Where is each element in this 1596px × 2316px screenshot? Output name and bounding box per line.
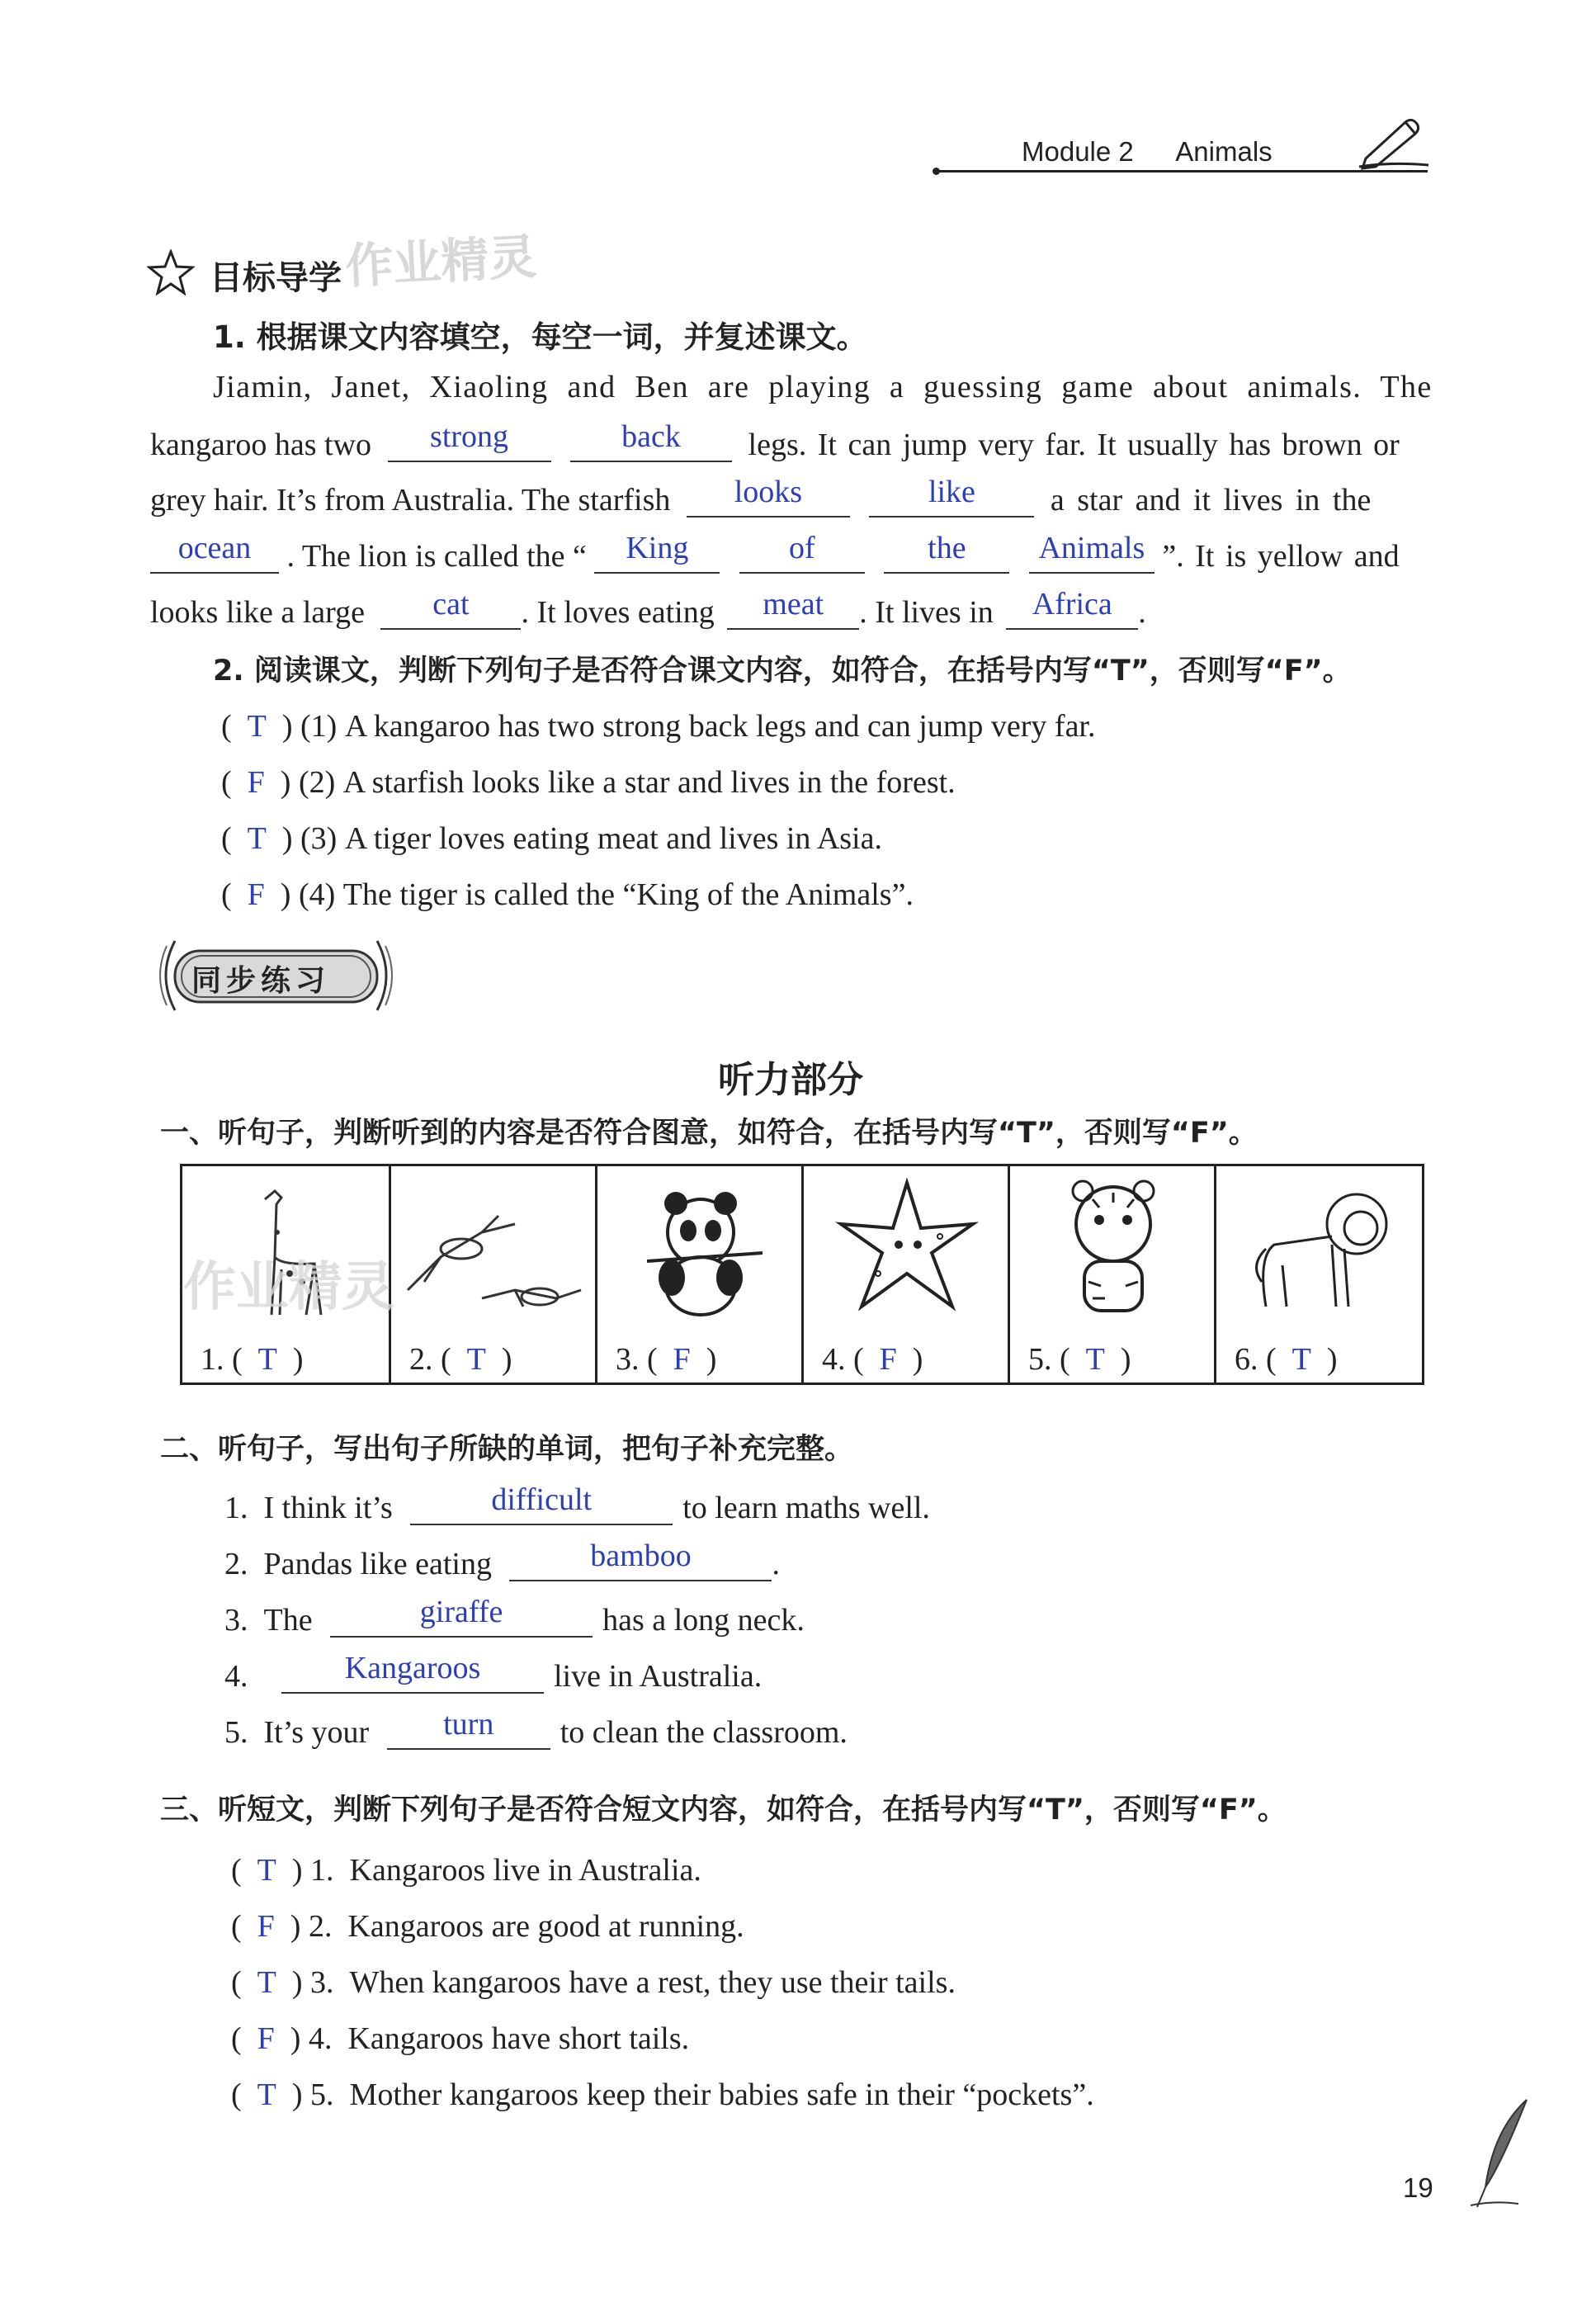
header-rule [937,170,1428,173]
fill-item: 1. I think it’s difficult to learn maths well. [224,1482,930,1525]
judge-item: ( T ) 3. When kangaroos have a rest, they use their tails. [231,1965,956,2000]
blank-ocean[interactable]: ocean [150,541,279,574]
picture-cell [1214,1166,1424,1383]
answer-mark[interactable]: T [257,2077,276,2112]
answer-mark[interactable]: F [247,765,265,800]
pencil-icon [1358,116,1432,170]
cell-label: 5. ( T ) [1028,1342,1131,1377]
answer-mark[interactable]: T [257,1853,276,1888]
judge-item: ( F ) 4. Kangaroos have short tails. [231,2021,690,2056]
blank-africa[interactable]: Africa [1006,597,1138,630]
blank-like[interactable]: like [869,484,1034,518]
fill-item: 3. The giraffe has a long neck. [224,1595,805,1638]
answer-mark[interactable]: F [879,1342,897,1377]
fill-item: 5. It’s your turn to clean the classroom. [224,1707,848,1750]
q2-item: ( T ) (3) A tiger loves eating meat and lives in Asia. [221,821,882,856]
running-header [1022,136,1273,168]
cell-label: 3. ( F ) [616,1342,717,1377]
answer-mark[interactable]: T [257,1342,277,1377]
answer-mark[interactable]: F [257,2021,275,2056]
answer-mark[interactable]: T [257,1965,276,2000]
blank-looks[interactable]: looks [687,484,850,518]
q1-line5: looks like a large cat . It loves eating meat . It lives in Africa . [150,587,1146,630]
module-title: Animals [1175,136,1273,167]
fill-item: 4. Kangaroos live in Australia. [224,1651,763,1694]
q2-item: ( F ) (4) The tiger is called the “King of the Animals”. [221,877,914,912]
section-heading: 目标导学 [210,259,342,297]
picture-cell [1008,1166,1216,1383]
q1-line4: ocean . The lion is called the “ King of the Animals ”. It is yellow and [150,541,1400,574]
judge-item: ( F ) 2. Kangaroos are good at running. [231,1909,744,1944]
frog-icon [391,1166,597,1331]
q1-title: 1. 根据课文内容填空，每空一词，并复述课文。 [213,319,867,355]
q1-line2: kangaroo has two strong back legs. It can jump very far. It usually has brown or [150,419,1400,462]
answer-mark[interactable]: T [1291,1342,1311,1377]
cell-label: 6. ( T ) [1235,1342,1338,1377]
part2-title: 二、听句子，写出句子所缺的单词，把句子补充完整。 [160,1433,854,1466]
q1-line1: Jiamin, Janet, Xiaoling and Ben are playing a guessing game about animals. The [213,370,1433,404]
q1-line3: grey hair. It’s from Australia. The starfish looks like a star and it lives in the [150,475,1372,518]
module-label: Module 2 [1022,136,1134,167]
blank-cat[interactable]: cat [380,597,521,630]
picture-cell [389,1166,597,1383]
answer-mark[interactable]: T [466,1342,486,1377]
panda-icon [597,1166,804,1331]
judge-item: ( T ) 5. Mother kangaroos keep their babies safe in their “pockets”. [231,2077,1094,2112]
part1-title: 一、听句子，判断听到的内容是否符合图意，如符合，在括号内写“T”，否则写“F”。 [160,1117,1258,1150]
blank-meat[interactable]: meat [727,597,859,630]
fill-item: 2. Pandas like eating bamboo . [224,1538,780,1581]
cell-label: 1. ( T ) [201,1342,304,1377]
q2-title: 2. 阅读课文，判断下列句子是否符合课文内容，如符合，在括号内写“T”，否则写“F”。 [213,655,1352,688]
part3-title: 三、听短文，判断下列句子是否符合短文内容，如符合，在括号内写“T”，否则写“F”。 [160,1794,1287,1827]
watermark: 作业精灵 [343,228,538,295]
watermark: 作业精灵 [183,1257,394,1318]
star-icon [147,249,195,295]
banner-label: 同步练习 [191,964,331,998]
blank-answer[interactable]: Kangaroos [281,1661,544,1694]
feather-icon [1469,2096,1535,2212]
blank-king[interactable]: King [594,541,720,574]
answer-mark[interactable]: F [247,877,265,912]
blank-answer[interactable]: giraffe [330,1605,593,1638]
judge-item: ( T ) 1. Kangaroos live in Australia. [231,1853,701,1888]
answer-mark[interactable]: T [247,709,267,744]
tiger-icon [1010,1166,1216,1331]
header-rule-dot [933,168,940,175]
listening-title: 听力部分 [718,1059,863,1101]
cell-label: 2. ( T ) [409,1342,512,1377]
answer-mark[interactable]: F [673,1342,691,1377]
answer-mark[interactable]: T [247,821,267,856]
picture-cell [801,1166,1010,1383]
answer-mark[interactable]: F [257,1909,275,1944]
blank-answer[interactable]: difficult [410,1492,673,1525]
lion-icon [1216,1166,1424,1331]
starfish-icon [804,1166,1010,1331]
picture-cell [595,1166,804,1383]
blank-answer[interactable]: bamboo [509,1548,772,1581]
blank-strong[interactable]: strong [388,429,551,462]
q2-item: ( T ) (1) A kangaroo has two strong back legs and can jump very far. [221,709,1096,744]
q2-item: ( F ) (2) A starfish looks like a star and lives in the forest. [221,765,956,800]
page-number: 19 [1403,2172,1433,2203]
blank-of[interactable]: of [739,541,865,574]
blank-the[interactable]: the [884,541,1009,574]
cell-label: 4. ( F ) [822,1342,923,1377]
blank-back[interactable]: back [570,429,732,462]
blank-answer[interactable]: turn [387,1717,550,1750]
answer-mark[interactable]: T [1085,1342,1105,1377]
blank-animals[interactable]: Animals [1029,541,1155,574]
